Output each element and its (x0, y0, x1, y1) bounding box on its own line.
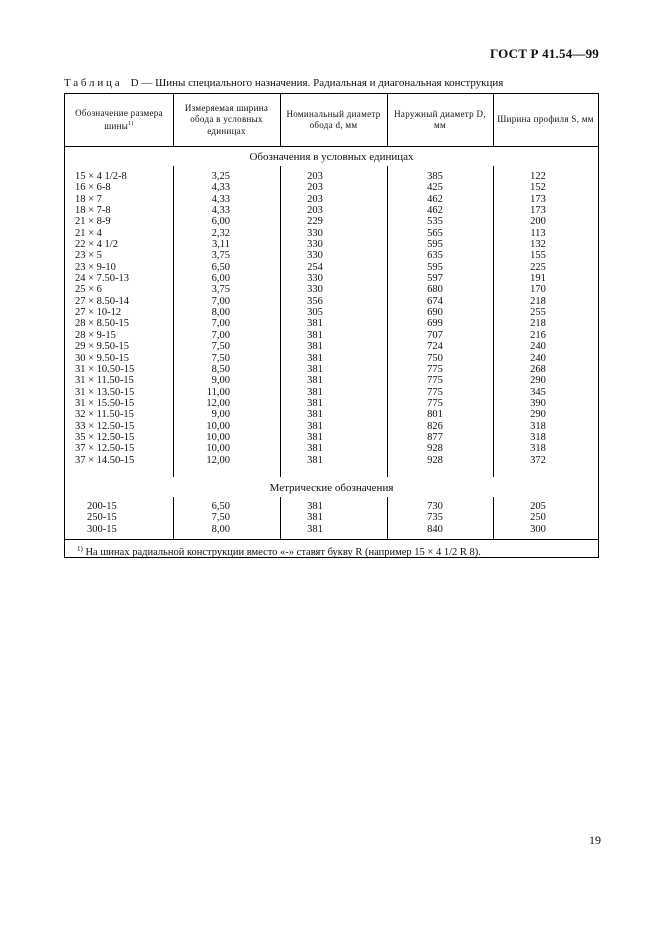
table-cell: 250 (530, 512, 546, 524)
table-cell: 268 (530, 363, 546, 375)
table-cell: 345 (530, 386, 546, 398)
table-cell: 31 × 11.50-15 (75, 375, 134, 387)
table-cell: 3,25 (211, 171, 230, 182)
column-rule (173, 497, 174, 539)
table-cell: 330 (307, 284, 323, 296)
table-cell: 205 (530, 501, 546, 512)
table-cell: 425 (427, 182, 443, 194)
table-cell: 597 (427, 273, 443, 285)
metric-rim-diameter-column (295, 501, 335, 535)
footnote-marker: 1) (77, 545, 83, 553)
table-cell: 826 (427, 420, 443, 432)
column-rule (280, 166, 281, 477)
table-cell: 225 (530, 261, 546, 273)
caption-text: D — Шины специального назначения. Радиальная и диагональная конструкция (130, 77, 504, 89)
table-cell: 23 × 9-10 (75, 261, 116, 273)
table-cell: 635 (427, 250, 443, 262)
table-cell: 21 × 8-9 (75, 216, 111, 228)
column-rule (387, 497, 388, 539)
table-cell: 255 (530, 307, 546, 319)
rim-diameter-column (295, 171, 335, 466)
header-outer-diameter: Наружный диаметр D, мм (394, 108, 486, 130)
table-cell: 18 × 7-8 (75, 205, 111, 217)
table-cell: 318 (530, 431, 546, 443)
table-cell: 381 (307, 409, 323, 421)
table-cell: 25 × 6 (75, 284, 102, 296)
table-cell: 155 (530, 250, 546, 262)
table-cell: 928 (427, 454, 443, 466)
table-cell: 6,00 (211, 273, 230, 285)
table-cell: 6,50 (211, 261, 230, 273)
table-cell: 318 (530, 420, 546, 432)
table-cell: 775 (427, 397, 443, 409)
table-cell: 3,75 (211, 284, 230, 296)
table-cell: 300 (530, 523, 546, 535)
table-cell: 16 × 6-8 (75, 182, 111, 194)
table-cell: 113 (530, 227, 546, 239)
metric-outer-diameter-column (415, 501, 455, 535)
table-cell: 381 (307, 523, 323, 535)
table-cell: 674 (427, 295, 443, 307)
table-cell: 203 (307, 182, 323, 194)
table-cell: 4,33 (211, 193, 230, 205)
table-cell: 735 (427, 512, 443, 524)
table-cell: 680 (427, 284, 443, 296)
table-cell: 381 (307, 329, 323, 341)
table-cell: 12,00 (206, 454, 230, 466)
column-rule (493, 166, 494, 477)
table-cell: 11,00 (206, 386, 230, 398)
table-cell: 35 × 12.50-15 (75, 431, 135, 443)
table-cell: 690 (427, 307, 443, 319)
page-number: 19 (589, 833, 601, 847)
table-cell: 775 (427, 375, 443, 387)
table-cell: 31 × 13.50-15 (75, 386, 135, 398)
table-cell: 290 (530, 409, 546, 421)
table-cell: 10,00 (206, 443, 230, 455)
table-cell: 18 × 7 (75, 193, 102, 205)
table-cell: 203 (307, 193, 323, 205)
table-cell: 173 (530, 205, 546, 217)
table-cell: 218 (530, 318, 546, 330)
rim-width-column (185, 171, 230, 466)
table-cell: 535 (427, 216, 443, 228)
table-cell: 381 (307, 454, 323, 466)
table-cell: 203 (307, 171, 323, 182)
table-cell: 10,00 (206, 420, 230, 432)
table-cell: 173 (530, 193, 546, 205)
table-cell: 462 (427, 193, 443, 205)
table-cell: 699 (427, 318, 443, 330)
table-cell: 24 × 7.50-13 (75, 273, 130, 285)
table-cell: 385 (427, 171, 443, 182)
table-footnote (65, 539, 598, 557)
table-cell: 381 (307, 386, 323, 398)
table-cell: 4,33 (211, 182, 230, 194)
table-cell: 381 (307, 512, 323, 524)
table-cell: 12,00 (206, 397, 230, 409)
table-cell: 7,00 (211, 295, 230, 307)
column-rule (387, 166, 388, 477)
table-cell: 8,00 (211, 523, 230, 535)
table-header (65, 94, 598, 147)
table-cell: 775 (427, 386, 443, 398)
table-cell: 31 × 15.50-15 (75, 397, 135, 409)
table-cell: 27 × 8.50-14 (75, 295, 130, 307)
table-cell: 2,32 (211, 227, 230, 239)
header-rule (280, 94, 281, 146)
header-rule (173, 94, 174, 146)
table-cell: 8,50 (211, 363, 230, 375)
table-cell: 7,50 (211, 341, 230, 353)
table-cell: 330 (307, 239, 323, 251)
footnote-text: На шинах радиальной конструкции вместо «-» ставят букву R (например 15 × 4 1/2 R 8). (85, 547, 481, 558)
table-cell: 7,50 (211, 352, 230, 364)
table-cell: 191 (530, 273, 546, 285)
table-cell: 132 (530, 239, 546, 251)
table-cell: 330 (307, 250, 323, 262)
table-cell: 3,11 (212, 239, 230, 251)
table-cell: 29 × 9.50-15 (75, 341, 130, 353)
table-cell: 381 (307, 341, 323, 353)
table-cell: 229 (307, 216, 323, 228)
table-cell: 877 (427, 431, 443, 443)
metric-rim-width-column (185, 501, 230, 535)
table-cell: 10,00 (206, 431, 230, 443)
table-cell: 390 (530, 397, 546, 409)
metric-designation-column (87, 501, 147, 535)
table-cell: 122 (530, 171, 546, 182)
table-cell: 152 (530, 182, 546, 194)
column-rule (493, 497, 494, 539)
header-rule (493, 94, 494, 146)
table-cell: 37 × 12.50-15 (75, 443, 135, 455)
table-cell: 33 × 12.50-15 (75, 420, 135, 432)
table-cell: 290 (530, 375, 546, 387)
table-cell: 595 (427, 239, 443, 251)
table-cell: 730 (427, 501, 443, 512)
profile-width-column (518, 171, 558, 466)
table-cell: 218 (530, 295, 546, 307)
table-cell: 240 (530, 352, 546, 364)
table-cell: 32 × 11.50-15 (75, 409, 134, 421)
table-cell: 300-15 (87, 523, 117, 535)
table-cell: 30 × 9.50-15 (75, 352, 130, 364)
table-cell: 27 × 10-12 (75, 307, 122, 319)
table-cell: 15 × 4 1/2-8 (75, 171, 127, 182)
standard-number: ГОСТ Р 41.54—99 (490, 46, 599, 61)
table-cell: 318 (530, 443, 546, 455)
section-title-conventional: Обозначения в условных единицах (249, 151, 414, 163)
table-cell: 7,00 (211, 318, 230, 330)
table-caption (64, 77, 604, 89)
table-cell: 28 × 8.50-15 (75, 318, 130, 330)
table-cell: 381 (307, 375, 323, 387)
table-cell: 381 (307, 501, 323, 512)
table-cell: 170 (530, 284, 546, 296)
table-cell: 22 × 4 1/2 (75, 239, 118, 251)
table-cell: 724 (427, 341, 443, 353)
outer-diameter-column (415, 171, 455, 466)
table-cell: 203 (307, 205, 323, 217)
table-cell: 330 (307, 273, 323, 285)
header-rim-diameter: Номинальный диаметр обода d, мм (286, 108, 381, 130)
table-cell: 330 (307, 227, 323, 239)
metric-profile-width-column (518, 501, 558, 535)
table-cell: 372 (530, 454, 546, 466)
table-cell: 254 (307, 261, 323, 273)
table-cell: 750 (427, 352, 443, 364)
table-cell: 6,00 (211, 216, 230, 228)
table-cell: 28 × 9-15 (75, 329, 116, 341)
table-cell: 381 (307, 363, 323, 375)
table-cell: 23 × 5 (75, 250, 102, 262)
table-cell: 462 (427, 205, 443, 217)
table-cell: 8,00 (211, 307, 230, 319)
table-cell: 928 (427, 443, 443, 455)
table-cell: 4,33 (211, 205, 230, 217)
table-cell: 305 (307, 307, 323, 319)
table-cell: 775 (427, 363, 443, 375)
table-cell: 200 (530, 216, 546, 228)
table-cell: 381 (307, 397, 323, 409)
table-cell: 37 × 14.50-15 (75, 454, 135, 466)
header-designation: Обозначение размера шины$^{1)}$ (75, 107, 163, 131)
section-title-metric: Метрические обозначения (269, 482, 394, 494)
table-cell: 707 (427, 329, 443, 341)
header-profile-width: Ширина профиля S, мм (497, 114, 594, 125)
table-cell: 6,50 (211, 501, 230, 512)
tire-table (64, 93, 599, 558)
table-cell: 9,00 (211, 409, 230, 421)
column-rule (280, 497, 281, 539)
table-cell: 565 (427, 227, 443, 239)
table-cell: 216 (530, 329, 546, 341)
table-cell: 31 × 10.50-15 (75, 363, 135, 375)
table-cell: 7,50 (211, 512, 230, 524)
table-cell: 7,00 (211, 329, 230, 341)
caption-label: Таблица (64, 77, 123, 89)
table-cell: 9,00 (211, 375, 230, 387)
table-cell: 356 (307, 295, 323, 307)
table-cell: 801 (427, 409, 443, 421)
header-rim-width: Измеряемая ширина обода в условных единицах (184, 102, 269, 136)
table-cell: 3,75 (211, 250, 230, 262)
table-cell: 381 (307, 318, 323, 330)
table-cell: 595 (427, 261, 443, 273)
table-cell: 200-15 (87, 501, 117, 512)
header-rule (387, 94, 388, 146)
table-cell: 240 (530, 341, 546, 353)
designation-column (75, 171, 175, 466)
table-cell: 840 (427, 523, 443, 535)
table-cell: 381 (307, 443, 323, 455)
table-cell: 381 (307, 420, 323, 432)
table-cell: 250-15 (87, 512, 117, 524)
table-cell: 381 (307, 431, 323, 443)
table-cell: 21 × 4 (75, 227, 102, 239)
table-cell: 381 (307, 352, 323, 364)
